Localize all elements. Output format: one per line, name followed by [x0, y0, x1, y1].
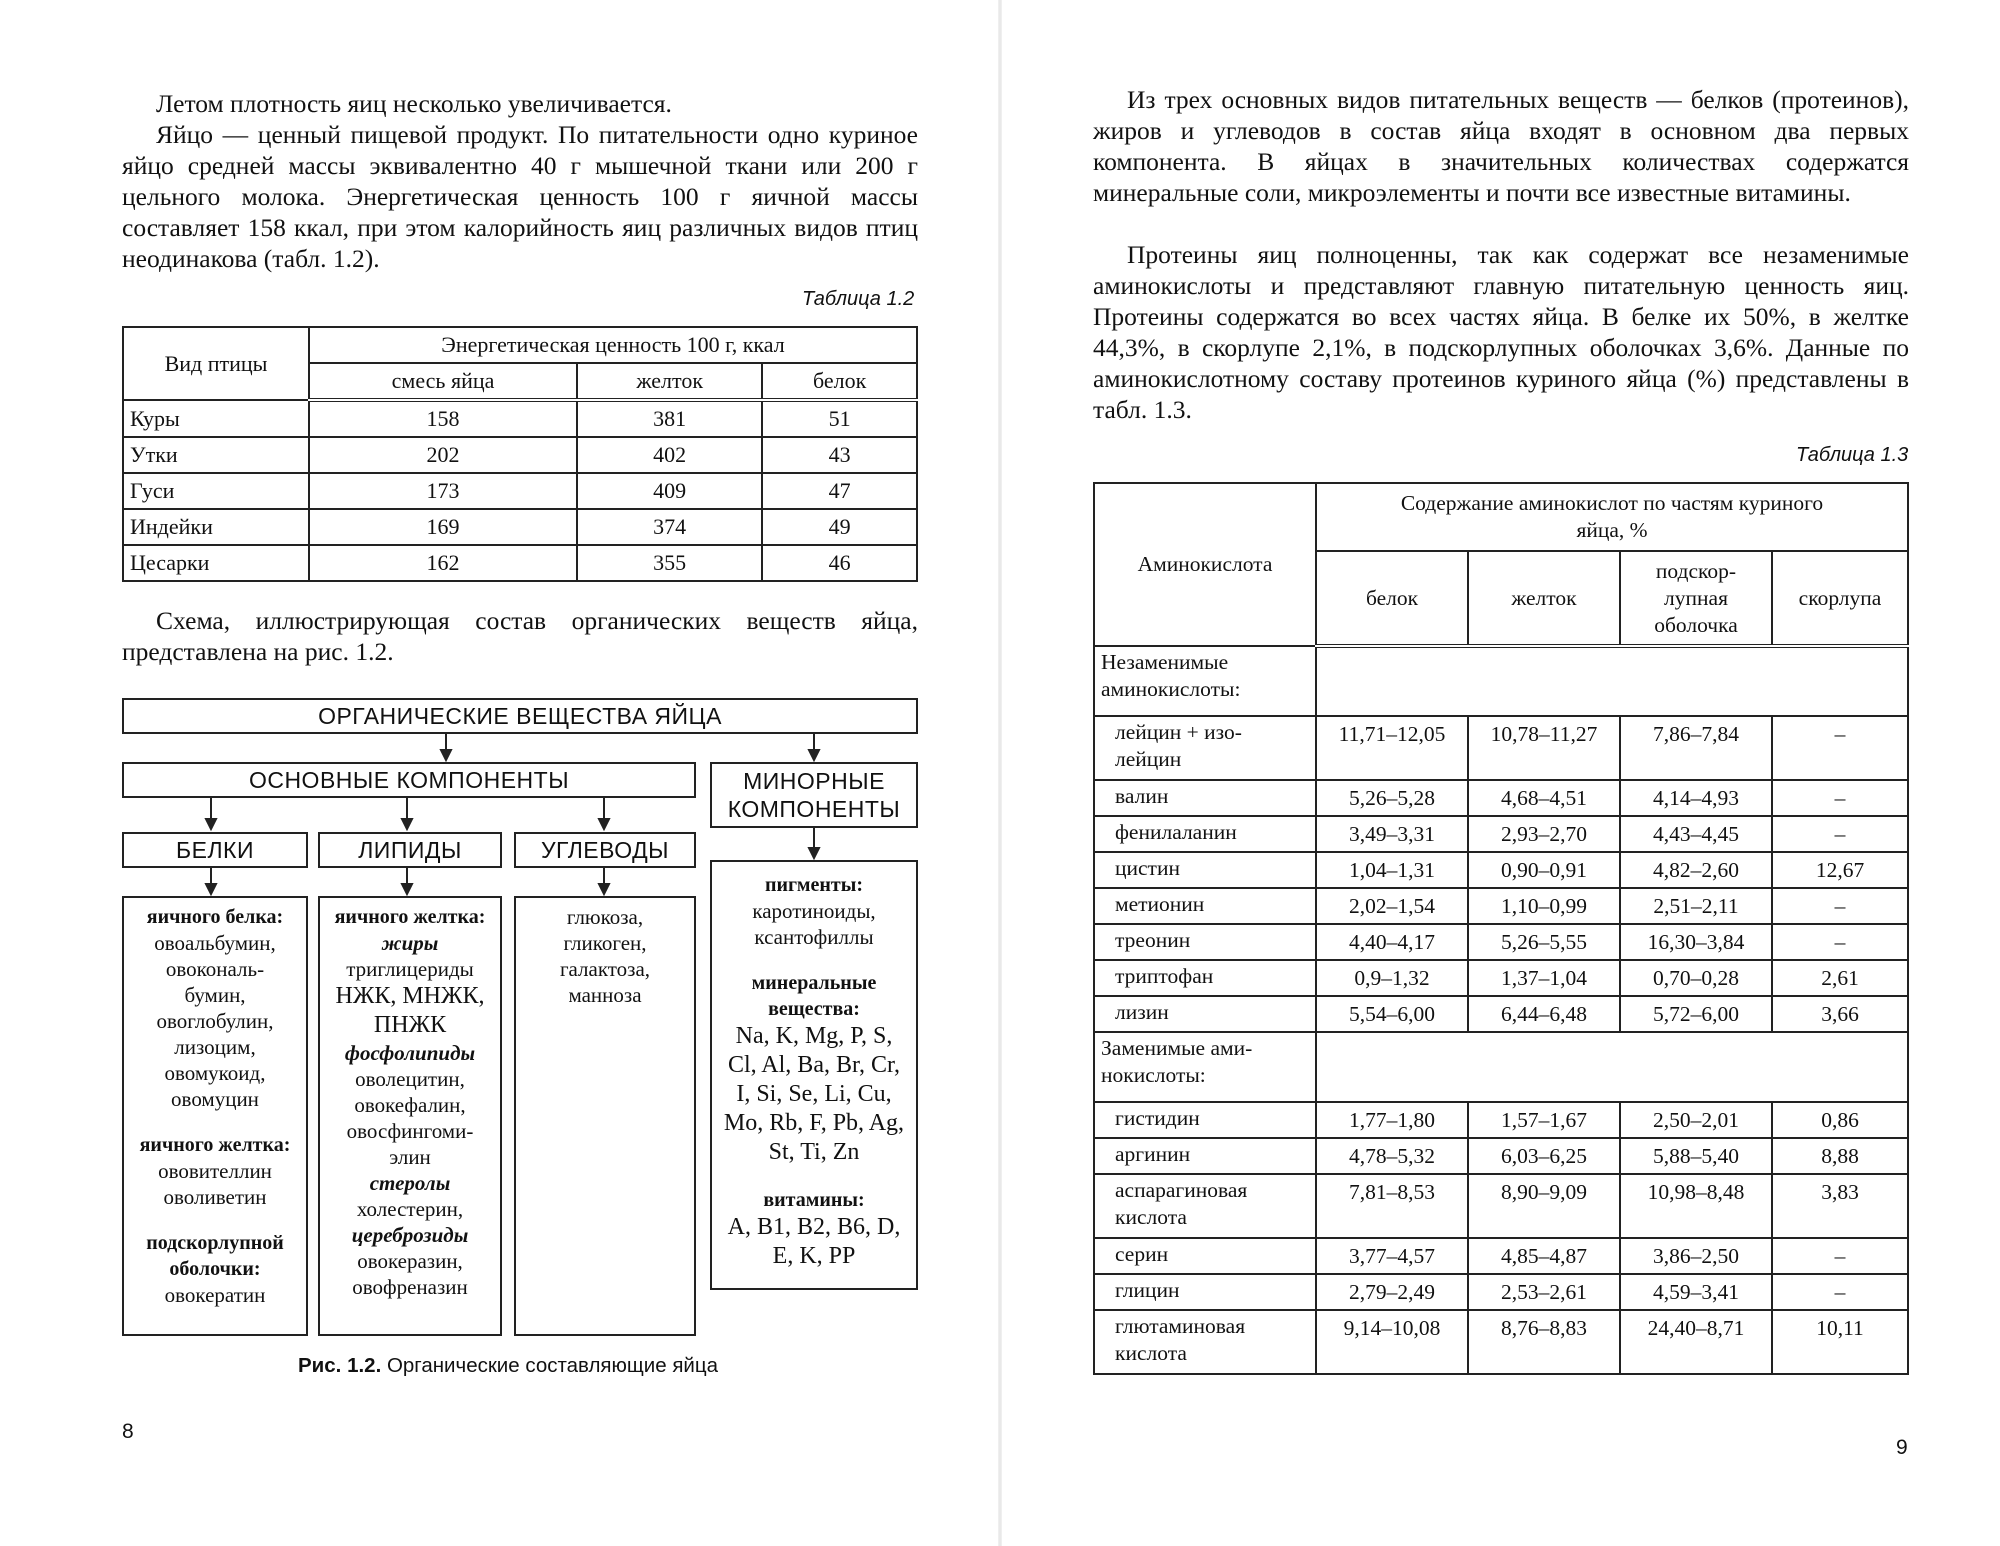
- list-item: овокеразин,: [357, 1249, 463, 1273]
- cell-name: лизин: [1094, 996, 1316, 1032]
- cell-mix: 173: [309, 473, 577, 509]
- cell-membrane: 4,59–3,41: [1620, 1274, 1772, 1310]
- table-row: [1094, 816, 1908, 852]
- cell-white: 46: [762, 545, 917, 581]
- cell-bird: Куры: [123, 400, 309, 437]
- cell-membrane: 5,88–5,40: [1620, 1138, 1772, 1174]
- list-item: I, Si, Se, Li, Cu,: [736, 1081, 892, 1107]
- cell-name: гистидин: [1094, 1102, 1316, 1138]
- page-number-right: 9: [1896, 1436, 1908, 1459]
- cell-shell: –: [1772, 888, 1908, 924]
- cell-yolk: 2,53–2,61: [1468, 1274, 1620, 1310]
- list-heading: подскорлупной: [146, 1232, 284, 1254]
- cell-name: аргинин: [1094, 1138, 1316, 1174]
- list-item: оволецитин,: [355, 1067, 465, 1091]
- cell-membrane: 7,86–7,84: [1620, 716, 1772, 780]
- group-empty: [1316, 646, 1908, 716]
- cell-white: 5,54–6,00: [1316, 996, 1468, 1032]
- list-item: ксантофиллы: [754, 925, 874, 949]
- list-item: триглицериды: [346, 957, 474, 981]
- list-item: манноза: [568, 983, 642, 1007]
- cell-bird: Утки: [123, 437, 309, 473]
- list-item: овоглобулин,: [156, 1009, 274, 1033]
- cell-white: 9,14–10,08: [1316, 1310, 1468, 1374]
- table-row: [1094, 716, 1908, 780]
- header-energy: Энергетическая ценность 100 г, ккал: [309, 327, 917, 363]
- cell-shell: 3,83: [1772, 1174, 1908, 1238]
- name-line: лейцин + изо-: [1115, 720, 1242, 744]
- list-heading: пигменты:: [765, 874, 863, 896]
- list-item: каротиноиды,: [752, 899, 876, 923]
- group-row: [1094, 646, 1908, 716]
- minor-title-line-1: МИНОРНЫЕ: [743, 768, 885, 794]
- table-row: [1094, 1174, 1908, 1238]
- list-item: глюкоза,: [566, 905, 644, 929]
- list-item: St, Ti, Zn: [768, 1139, 860, 1165]
- cell-white: 47: [762, 473, 917, 509]
- list-subheading: цереброзиды: [351, 1223, 469, 1247]
- cell-yolk: 0,90–0,91: [1468, 852, 1620, 888]
- cell-shell: –: [1772, 780, 1908, 816]
- table-row: [1094, 780, 1908, 816]
- name-line: глютаминовая: [1115, 1314, 1246, 1338]
- cell-white: 4,78–5,32: [1316, 1138, 1468, 1174]
- cell-yolk: 6,44–6,48: [1468, 996, 1620, 1032]
- table-row: [1094, 1138, 1908, 1174]
- schema-intro: Схема, иллюстрирующая состав органических веществ яйца, представлена на рис. 1.2.: [122, 606, 918, 666]
- paragraph-4: Протеины яиц полноценны, так как содержат все незаменимые аминокислоты и представляют главную питательную ценность яиц. Протеины содержатся во всех частях яйца. В белке их 50%, в желтке 44,3%, в скорлупе 2,1%, в подскорлупных оболочках 3,6%. Данные по аминокислотному составу протеинов куриного яйца (%) представлены в табл. 1.3.: [1093, 240, 1909, 424]
- cell-membrane: 2,51–2,11: [1620, 888, 1772, 924]
- table-row: [1094, 1310, 1908, 1374]
- header-content: [1316, 483, 1908, 551]
- header-membrane-line-3: оболочка: [1654, 612, 1738, 637]
- cell-shell: 0,86: [1772, 1102, 1908, 1138]
- cell-name: [1094, 1310, 1316, 1374]
- list-subheading: жиры: [381, 931, 439, 955]
- cell-white: 11,71–12,05: [1316, 716, 1468, 780]
- table-row: [1094, 1102, 1908, 1138]
- cell-name: [1094, 716, 1316, 780]
- lipids-list: [318, 896, 502, 1336]
- list-item: E, K, PP: [772, 1243, 856, 1269]
- cell-yolk: 1,57–1,67: [1468, 1102, 1620, 1138]
- group-empty: [1316, 1032, 1908, 1102]
- header-mix: смесь яйца: [309, 363, 577, 400]
- group-row: [1094, 1032, 1908, 1102]
- group-label-line: нокислоты:: [1101, 1063, 1206, 1087]
- cell-name: [1094, 1174, 1316, 1238]
- list-item: овофреназин: [352, 1275, 468, 1299]
- header-white: белок: [762, 363, 917, 400]
- minor-list: [710, 860, 918, 1290]
- cell-mix: 169: [309, 509, 577, 545]
- cell-membrane: 16,30–3,84: [1620, 924, 1772, 960]
- cell-yolk: 409: [577, 473, 762, 509]
- cell-white: 3,49–3,31: [1316, 816, 1468, 852]
- cell-mix: 162: [309, 545, 577, 581]
- root-box: ОРГАНИЧЕСКИЕ ВЕЩЕСТВА ЯЙЦА: [122, 698, 918, 734]
- cell-white: 51: [762, 400, 917, 437]
- list-item: Cl, Al, Ba, Br, Cr,: [727, 1052, 901, 1078]
- main-components-box: ОСНОВНЫЕ КОМПОНЕНТЫ: [122, 762, 696, 798]
- table-row: [1094, 888, 1908, 924]
- table-1-3-label: Таблица 1.3: [1796, 444, 1909, 466]
- figure-caption-text: Органические составляющие яйца: [381, 1354, 719, 1377]
- table-row: [1094, 852, 1908, 888]
- group-nonessential: [1094, 1032, 1316, 1102]
- proteins-box: БЕЛКИ: [122, 832, 308, 868]
- cell-name: метионин: [1094, 888, 1316, 924]
- cell-yolk: 5,26–5,55: [1468, 924, 1620, 960]
- list-subheading: стеролы: [369, 1171, 451, 1195]
- cell-white: 2,02–1,54: [1316, 888, 1468, 924]
- cell-white: 43: [762, 437, 917, 473]
- list-item: A, B1, B2, B6, D,: [727, 1214, 901, 1240]
- cell-shell: –: [1772, 924, 1908, 960]
- cell-mix: 202: [309, 437, 577, 473]
- cell-white: 3,77–4,57: [1316, 1238, 1468, 1274]
- cell-yolk: 4,85–4,87: [1468, 1238, 1620, 1274]
- cell-membrane: 0,70–0,28: [1620, 960, 1772, 996]
- paragraph-1: Летом плотность яиц несколько увеличивается.: [156, 89, 672, 118]
- cell-white: 7,81–8,53: [1316, 1174, 1468, 1238]
- cell-membrane: 4,43–4,45: [1620, 816, 1772, 852]
- figure-caption-label: Рис. 1.2.: [298, 1354, 382, 1377]
- list-subheading: фосфолипиды: [344, 1041, 476, 1065]
- cell-white: 49: [762, 509, 917, 545]
- list-item: Mo, Rb, F, Pb, Ag,: [723, 1110, 905, 1136]
- list-item: холестерин,: [356, 1197, 464, 1221]
- list-heading: минеральные: [751, 972, 877, 994]
- cell-yolk: 1,10–0,99: [1468, 888, 1620, 924]
- cell-shell: 3,66: [1772, 996, 1908, 1032]
- list-heading: витамины:: [763, 1189, 865, 1211]
- cell-name: серин: [1094, 1238, 1316, 1274]
- name-line: кислота: [1115, 1341, 1187, 1365]
- lipids-box: ЛИПИДЫ: [318, 832, 502, 868]
- table-row: [1094, 1238, 1908, 1274]
- header-bird: Вид птицы: [123, 327, 309, 400]
- cell-white: 4,40–4,17: [1316, 924, 1468, 960]
- list-item: овомуцин: [171, 1087, 259, 1111]
- name-line: кислота: [1115, 1205, 1187, 1229]
- table-row: [1094, 924, 1908, 960]
- list-heading: оболочки:: [169, 1258, 261, 1280]
- cell-shell: –: [1772, 816, 1908, 852]
- figure-caption: [298, 1354, 718, 1378]
- minor-title-line-2: КОМПОНЕНТЫ: [727, 796, 901, 822]
- list-heading: яичного белка:: [146, 906, 284, 928]
- cell-shell: –: [1772, 1238, 1908, 1274]
- table-row: [1094, 996, 1908, 1032]
- table-row: [1094, 1274, 1908, 1310]
- list-item: овокефалин,: [354, 1093, 466, 1117]
- cell-membrane: 4,82–2,60: [1620, 852, 1772, 888]
- proteins-list: [122, 896, 308, 1336]
- cell-bird: Индейки: [123, 509, 309, 545]
- cell-yolk: 402: [577, 437, 762, 473]
- list-item: ововителлин: [158, 1159, 272, 1183]
- list-item: бумин,: [184, 983, 246, 1007]
- cell-mix: 158: [309, 400, 577, 437]
- cell-yolk: 355: [577, 545, 762, 581]
- cell-name: глицин: [1094, 1274, 1316, 1310]
- list-item: овоальбумин,: [154, 931, 276, 955]
- cell-white: 1,77–1,80: [1316, 1102, 1468, 1138]
- cell-name: цистин: [1094, 852, 1316, 888]
- header-content-line-1: Содержание аминокислот по частям куриного: [1400, 491, 1824, 515]
- cell-membrane: 5,72–6,00: [1620, 996, 1772, 1032]
- list-item: овомукоид,: [164, 1061, 266, 1085]
- page-number-left: 8: [122, 1420, 134, 1443]
- list-item: галактоза,: [559, 957, 651, 981]
- name-line: аспарагиновая: [1115, 1178, 1248, 1202]
- cell-membrane: 2,50–2,01: [1620, 1102, 1772, 1138]
- header-yolk: желток: [1468, 551, 1620, 646]
- header-membrane-line-1: подскор-: [1655, 558, 1737, 583]
- list-heading: яичного желтка:: [334, 906, 486, 928]
- cell-name: треонин: [1094, 924, 1316, 960]
- cell-yolk: 2,93–2,70: [1468, 816, 1620, 852]
- paragraph-3: Из трех основных видов питательных веществ — белков (протеинов), жиров и углеводов в состав яйца входят в основном два первых компонента. В яйцах в значительных количествах содержатся минеральные соли, микроэлементы и почти все известные витамины.: [1093, 85, 1909, 207]
- header-white: белок: [1316, 551, 1468, 646]
- cell-bird: Гуси: [123, 473, 309, 509]
- cell-membrane: 3,86–2,50: [1620, 1238, 1772, 1274]
- header-membrane: [1620, 551, 1772, 646]
- cell-shell: 2,61: [1772, 960, 1908, 996]
- group-label-line: Заменимые ами-: [1101, 1036, 1253, 1060]
- header-shell: скорлупа: [1772, 551, 1908, 646]
- cell-white: 0,9–1,32: [1316, 960, 1468, 996]
- list-item: Na, K, Mg, P, S,: [735, 1023, 893, 1049]
- list-item: овокератин: [164, 1283, 266, 1307]
- cell-name: фенилаланин: [1094, 816, 1316, 852]
- cell-membrane: 4,14–4,93: [1620, 780, 1772, 816]
- name-line: лейцин: [1115, 747, 1182, 771]
- cell-membrane: 24,40–8,71: [1620, 1310, 1772, 1374]
- group-essential: [1094, 646, 1316, 716]
- list-item: элин: [389, 1145, 431, 1169]
- cell-white: 1,04–1,31: [1316, 852, 1468, 888]
- cell-yolk: 1,37–1,04: [1468, 960, 1620, 996]
- header-membrane-line-2: лупная: [1664, 585, 1728, 610]
- list-heading: яичного желтка:: [139, 1134, 291, 1156]
- cell-shell: 8,88: [1772, 1138, 1908, 1174]
- header-content-line-2: яйца, %: [1576, 518, 1648, 542]
- cell-yolk: 4,68–4,51: [1468, 780, 1620, 816]
- cell-shell: –: [1772, 1274, 1908, 1310]
- list-item: оволиветин: [163, 1185, 267, 1209]
- right-page: [1000, 0, 2000, 1546]
- paragraph-2: Яйцо — ценный пищевой продукт. По питательности одно куриное яйцо средней массы эквивалентно 40 г мышечной ткани или 200 г цельного молока. Энергетическая ценность 100 г яичной массы составляет 158 ккал, при этом калорийность яиц различных видов птиц неодинакова (табл. 1.2).: [122, 120, 918, 273]
- cell-yolk: 374: [577, 509, 762, 545]
- table-row: [1094, 960, 1908, 996]
- list-item: НЖК, МНЖК,: [335, 983, 485, 1009]
- cell-yolk: 8,90–9,09: [1468, 1174, 1620, 1238]
- cell-name: валин: [1094, 780, 1316, 816]
- header-yolk: желток: [577, 363, 762, 400]
- amino-acid-table: [1093, 482, 1909, 1375]
- table-1-2-label: Таблица 1.2: [802, 288, 915, 310]
- cell-shell: 10,11: [1772, 1310, 1908, 1374]
- list-heading: вещества:: [768, 998, 860, 1020]
- list-item: овокональ-: [165, 957, 265, 981]
- carbs-box: УГЛЕВОДЫ: [514, 832, 696, 868]
- cell-name: триптофан: [1094, 960, 1316, 996]
- group-label-line: аминокислоты:: [1101, 677, 1241, 701]
- list-item: овосфингоми-: [346, 1119, 474, 1143]
- carbs-list: [514, 896, 696, 1336]
- cell-membrane: 10,98–8,48: [1620, 1174, 1772, 1238]
- list-item: гликоген,: [563, 931, 647, 955]
- minor-components-box: [710, 762, 918, 828]
- cell-white: 5,26–5,28: [1316, 780, 1468, 816]
- cell-bird: Цесарки: [123, 545, 309, 581]
- cell-yolk: 381: [577, 400, 762, 437]
- cell-yolk: 10,78–11,27: [1468, 716, 1620, 780]
- cell-shell: –: [1772, 716, 1908, 780]
- header-acid: Аминокислота: [1094, 483, 1316, 646]
- list-item: ПНЖК: [373, 1012, 447, 1038]
- cell-shell: 12,67: [1772, 852, 1908, 888]
- cell-yolk: 8,76–8,83: [1468, 1310, 1620, 1374]
- group-label-line: Незаменимые: [1101, 650, 1229, 674]
- cell-white: 2,79–2,49: [1316, 1274, 1468, 1310]
- cell-yolk: 6,03–6,25: [1468, 1138, 1620, 1174]
- list-item: лизоцим,: [174, 1035, 256, 1059]
